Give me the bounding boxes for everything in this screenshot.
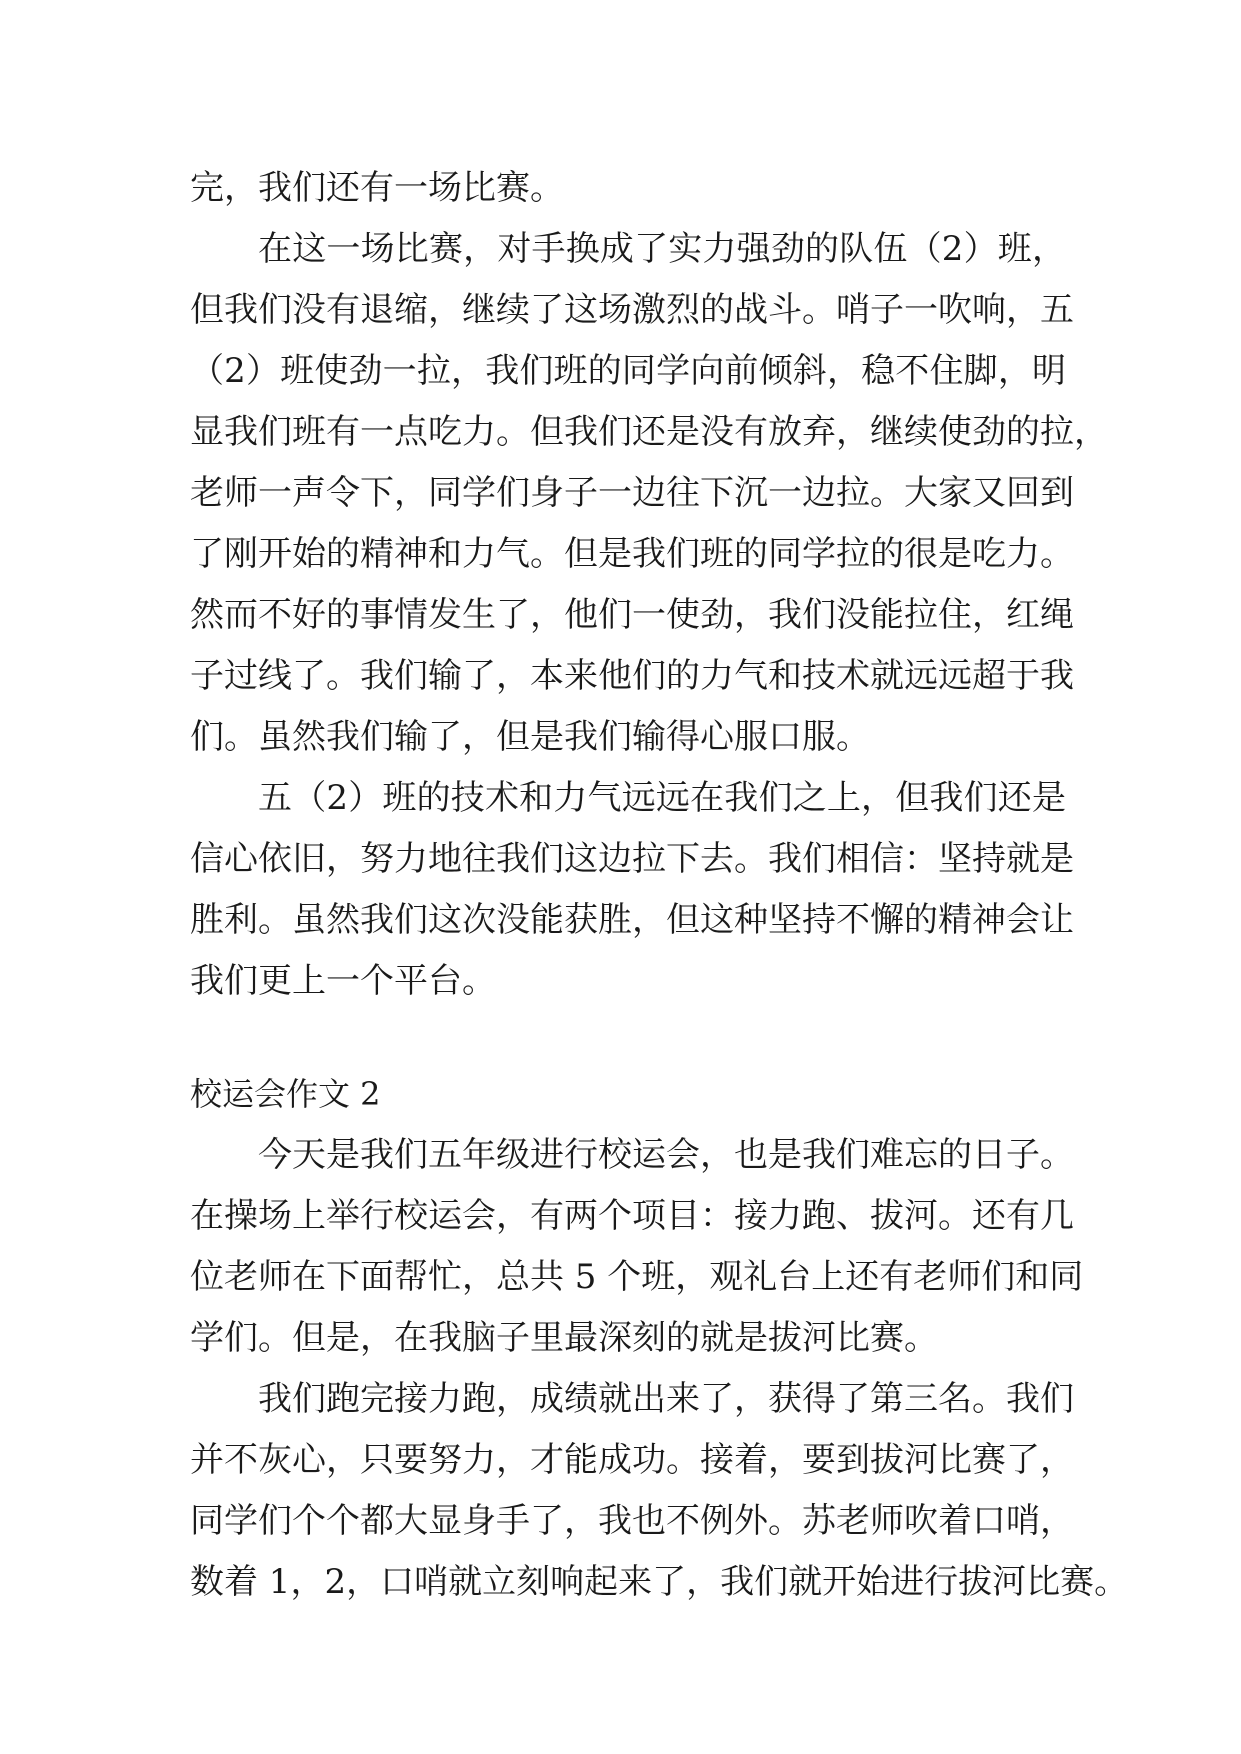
- text-line: 并不灰心，只要努力，才能成功。接着，要到拔河比赛了，: [190, 1440, 1074, 1480]
- text-line: 了刚开始的精神和力气。但是我们班的同学拉的很是吃力。: [190, 534, 1074, 574]
- paragraph-first-line: 我们跑完接力跑，成绩就出来了，获得了第三名。我们: [258, 1379, 1074, 1419]
- text-line: 胜利。虽然我们这次没能获胜，但这种坚持不懈的精神会让: [190, 900, 1074, 940]
- text-line: （2）班使劲一拉，我们班的同学向前倾斜，稳不住脚，明: [190, 351, 1066, 391]
- section-heading: 校运会作文 2: [190, 1075, 381, 1113]
- text-line: 们。虽然我们输了，但是我们输得心服口服。: [190, 717, 870, 757]
- text-line: 同学们个个都大显身手了，我也不例外。苏老师吹着口哨，: [190, 1501, 1074, 1541]
- text-line: 学们。但是，在我脑子里最深刻的就是拔河比赛。: [190, 1318, 938, 1358]
- text-line: 子过线了。我们输了，本来他们的力气和技术就远远超于我: [190, 656, 1074, 696]
- text-line: 数着 1，2，口哨就立刻响起来了，我们就开始进行拔河比赛。: [190, 1562, 1129, 1602]
- text-line: 老师一声令下，同学们身子一边往下沉一边拉。大家又回到: [190, 473, 1074, 513]
- text-line: 我们更上一个平台。: [190, 961, 496, 1001]
- paragraph-first-line: 今天是我们五年级进行校运会，也是我们难忘的日子。: [258, 1135, 1074, 1175]
- text-line: 然而不好的事情发生了，他们一使劲，我们没能拉住，红绳: [190, 595, 1074, 635]
- text-line: 在操场上举行校运会，有两个项目：接力跑、拔河。还有几: [190, 1196, 1074, 1236]
- text-line: 但我们没有退缩，继续了这场激烈的战斗。哨子一吹响，五: [190, 290, 1074, 330]
- paragraph-first-line: 五（2）班的技术和力气远远在我们之上，但我们还是: [258, 778, 1066, 818]
- text-line: 显我们班有一点吃力。但我们还是没有放弃，继续使劲的拉，: [190, 412, 1108, 452]
- text-line: 位老师在下面帮忙，总共 5 个班，观礼台上还有老师们和同: [190, 1257, 1084, 1297]
- text-line: 信心依旧，努力地往我们这边拉下去。我们相信：坚持就是: [190, 839, 1074, 879]
- text-line: 完，我们还有一场比赛。: [190, 168, 564, 208]
- paragraph-first-line: 在这一场比赛，对手换成了实力强劲的队伍（2）班，: [258, 229, 1066, 269]
